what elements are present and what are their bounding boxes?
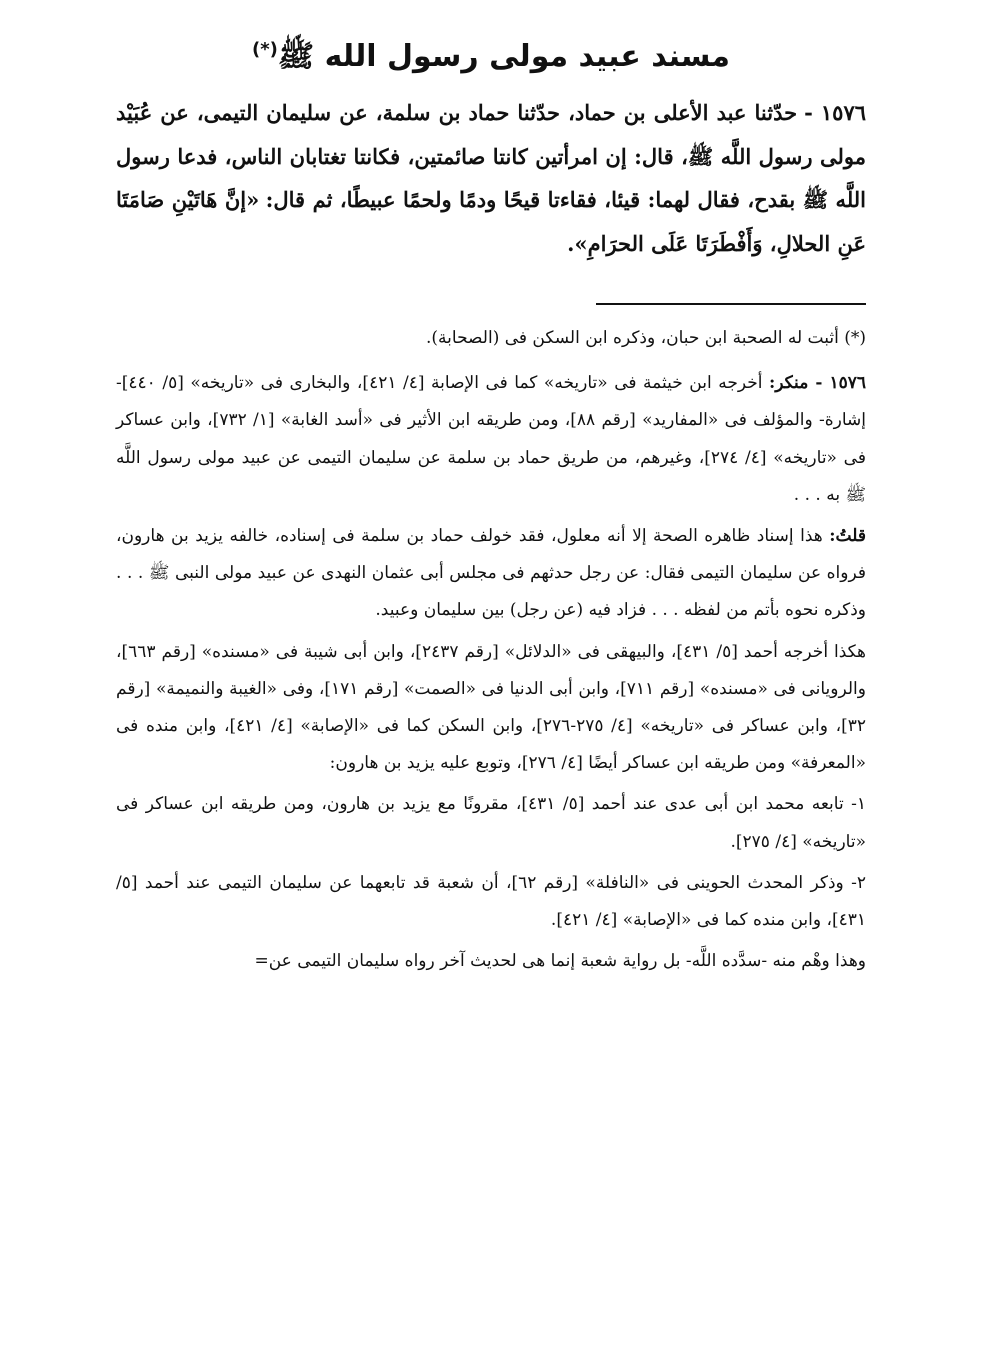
takhrij-body: أخرجه ابن خيثمة فى «تاريخه» كما فى الإصابة [٤/ ٤٢١]، والبخارى فى «تاريخه» [٥/ ٤٤٠]-إشارة- والمؤلف فى «المفاريد» [رقم ٨٨]، ومن طريقه ابن الأثير فى «أسد الغابة» [١/ ٧٣٢]، وابن عساكر فى «تاريخه» [٤/ ٢٧٤]، وغيرهم، من طريق حماد بن سلمة عن سليمان التيمى عن عبيد مولى رسول اللَّه ﷺ به . . . xyxy=(116,373,866,505)
section-title-text: مسند عبيد مولى رسول الله ﷺ xyxy=(277,39,730,74)
hadith-text xyxy=(116,92,866,266)
star-footnote: (*) أثبت له الصحبة ابن حبان، وذكره ابن السكن فى (الصحابة). xyxy=(426,328,866,348)
takhrij-note xyxy=(116,365,866,514)
closing-paragraph: وهذا وهْم منه -سدَّده اللَّه- بل رواية شعبة إنما هى لحديث آخر رواه سليمان التيمى عن= xyxy=(254,951,866,972)
takhrij-lead: ١٥٧٦ - منكر: xyxy=(769,373,866,394)
sources-paragraph: هكذا أخرجه أحمد [٥/ ٤٣١]، والبيهقى فى «الدلائل» [رقم ٢٤٣٧]، وابن أبى شيبة فى «مسنده» [رقم ٦٦٣]، والرويانى فى «مسنده» [رقم ٧١١]، وابن أبى الدنيا فى «الصمت» [رقم ١٧١]، وفى «الغيبة والنميمة» [رقم ٣٢]، وابن عساكر فى «تاريخه» [٤/ ٢٧٥-٢٧٦]، وابن السكن كما فى «الإصابة» [٤/ ٤٢١]، وابن منده فى «المعرفة» ومن طريقه ابن عساكر أيضًا [٤/ ٢٧٦]، وتوبع عليه يزيد بن هارون: xyxy=(116,641,867,774)
section-title xyxy=(0,28,982,79)
editor-comment xyxy=(116,518,866,630)
footnotes xyxy=(116,320,866,984)
hadith-quote: «إنَّ هَاتَيْنِ صَامَتَا عَنِ الحلالِ، وَأَفْطَرَتَا عَلَى الحرَامِ». xyxy=(116,187,866,256)
hadith-body: حدّثنا عبد الأعلى بن حماد، حدّثنا حماد بن سلمة، عن سليمان التيمى، عن عُبَيْد مولى رسول اللَّه ﷺ، قال: إن امرأتين كانتا صائمتين، فكانتا تغتابان الناس، فدعا رسول اللَّه ﷺ بقدح، فقال لهما: قيئا، فقاءتا قيحًا ودمًا ولحمًا عبيطًا، ثم قال: xyxy=(116,100,867,212)
footnote-divider xyxy=(596,303,866,305)
hadith-number: ١٥٧٦ - xyxy=(804,100,867,125)
follow-up-2: ٢- وذكر المحدث الحوينى فى «النافلة» [رقم ٦٢]، أن شعبة قد تابعهما عن سليمان التيمى عند أحمد [٥/ ٤٣١]، وابن منده كما فى «الإصابة» [٤/ ٤٢١]. xyxy=(116,872,867,931)
footnote-mark: (*) xyxy=(252,39,278,60)
follow-up-1: ١- تابعه محمد ابن أبى عدى عند أحمد [٥/ ٤٣١]، مقرونًا مع يزيد بن هارون، ومن طريقه ابن عساكر فى «تاريخه» [٤/ ٢٧٥]. xyxy=(116,794,866,852)
editor-comment-body: هذا إسناد ظاهره الصحة إلا أنه معلول، فقد خولف حماد بن سلمة فى إسناده، خالفه يزيد بن هارون، فرواه عن سليمان التيمى فقال: عن رجل حدثهم فى مجلس أبى عثمان النهدى عن عبيد مولى النبى ﷺ . . . وذكره نحوه بأتم من لفظه . . . فزاد فيه (عن رجل) بين سليمان وعبيد. xyxy=(116,526,866,621)
editor-comment-lead: قلتُ: xyxy=(829,526,866,547)
